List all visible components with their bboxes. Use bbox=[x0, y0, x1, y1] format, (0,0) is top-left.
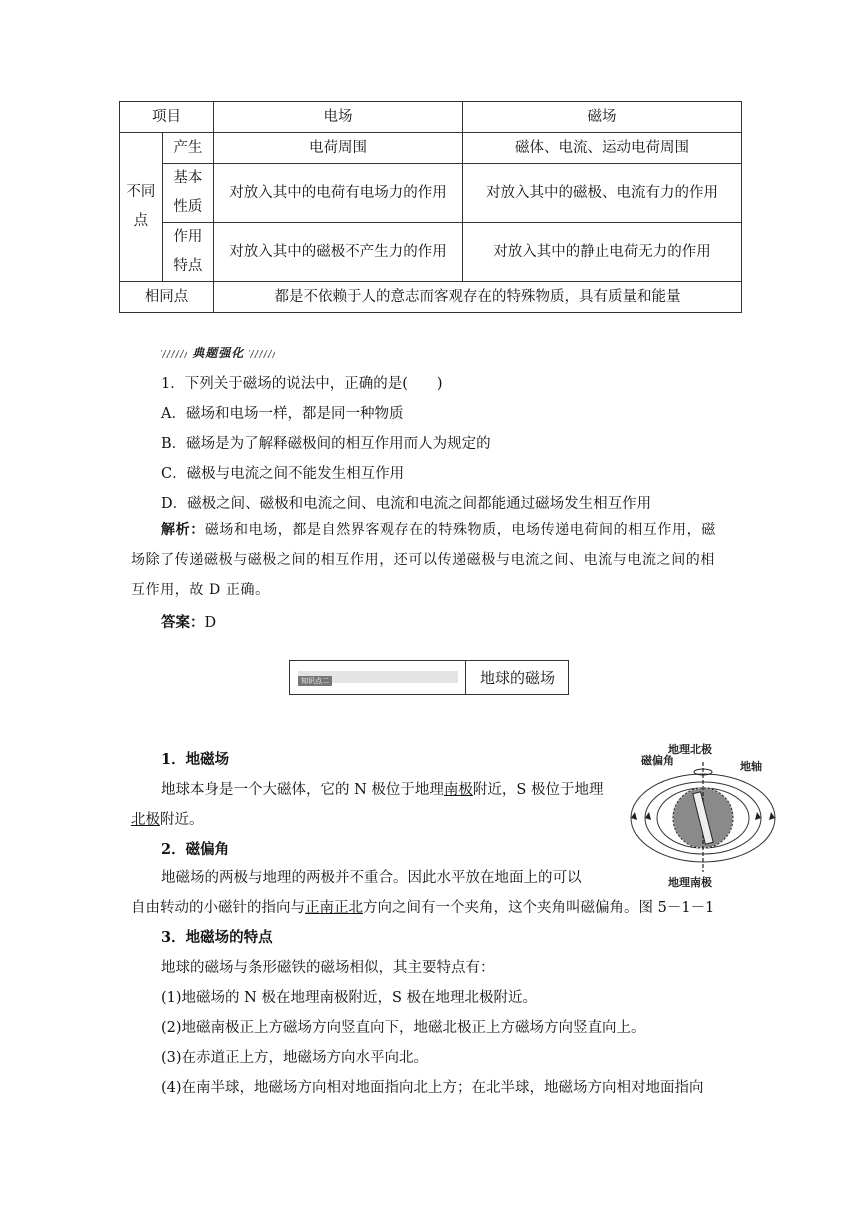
hatch-decoration bbox=[249, 350, 275, 358]
cell: 磁体、电流、运动电荷周围 bbox=[463, 133, 742, 164]
header-magnetic: 磁场 bbox=[463, 102, 742, 133]
label-north-pole: 地理北极 bbox=[668, 743, 712, 756]
section1-line1: 地球本身是一个大磁体，它的 N 极位于地理南极附近，S 极位于地理 bbox=[161, 782, 604, 798]
question: 1．下列关于磁场的说法中，正确的是( ) bbox=[161, 376, 443, 392]
answer: 答案：D bbox=[161, 614, 217, 631]
row-label: 基本 性质 bbox=[162, 164, 213, 223]
section2-heading: 2．磁偏角 bbox=[161, 841, 230, 858]
row-label: 产生 bbox=[162, 133, 213, 164]
section3-intro: 地球的磁场与条形磁铁的磁场相似，其主要特点有： bbox=[161, 960, 495, 976]
hatch-decoration bbox=[161, 350, 187, 358]
option-a: A．磁场和电场一样，都是同一种物质 bbox=[161, 406, 404, 422]
knowledge-title: 地球的磁场 bbox=[480, 669, 556, 687]
cell: 对放入其中的磁极、电流有力的作用 bbox=[463, 164, 742, 223]
knowledge-point-box bbox=[289, 660, 569, 695]
section3-item: (1)地磁场的 N 极在地理南极附近，S 极在地理北极附近。 bbox=[161, 990, 537, 1006]
same-label: 相同点 bbox=[120, 282, 214, 313]
section2-line1: 地磁场的两极与地理的两极并不重合。因此水平放在地面上的可以 bbox=[161, 870, 582, 886]
header-electric: 电场 bbox=[214, 102, 463, 133]
section-tag bbox=[161, 344, 275, 361]
cell: 对放入其中的静止电荷无力的作用 bbox=[463, 223, 742, 282]
row-label: 作用 特点 bbox=[162, 223, 213, 282]
option-c: C．磁极与电流之间不能发生相互作用 bbox=[161, 466, 405, 482]
label-south-pole: 地理南极 bbox=[668, 876, 712, 889]
cell: 电荷周围 bbox=[214, 133, 463, 164]
option-b: B．磁场是为了解释磁极间的相互作用而人为规定的 bbox=[161, 436, 491, 452]
same-text: 都是不依赖于人的意志而客观存在的特殊物质，具有质量和能量 bbox=[214, 282, 742, 313]
diff-label: 不同点 bbox=[120, 133, 163, 282]
divider bbox=[465, 661, 466, 694]
header-item: 项目 bbox=[120, 102, 214, 133]
section3-heading: 3．地磁场的特点 bbox=[161, 929, 273, 946]
cell: 对放入其中的电荷有电场力的作用 bbox=[214, 164, 463, 223]
option-d: D．磁极之间、磁极和电流之间、电流和电流之间都能通过磁场发生相互作用 bbox=[161, 496, 652, 512]
cell: 对放入其中的磁极不产生力的作用 bbox=[214, 223, 463, 282]
section2-line2: 自由转动的小磁针的指向与正南正北方向之间有一个夹角，这个夹角叫磁偏角。图 5－1－1 bbox=[131, 900, 715, 916]
figure-caption: 图 5－1－1 bbox=[638, 900, 715, 916]
label-axis: 地轴 bbox=[740, 760, 762, 773]
knowledge-tag: 知识点二 bbox=[298, 676, 332, 686]
explanation-line-1: 解析：磁场和电场，都是自然界客观存在的特殊物质，电场传递电荷间的相互作用，磁 bbox=[161, 522, 716, 538]
section3-item: (2)地磁南极正上方磁场方向竖直向下，地磁北极正上方磁场方向竖直向上。 bbox=[161, 1020, 646, 1036]
section3-item: (4)在南半球，地磁场方向相对地面指向北上方；在北半球，地磁场方向相对地面指向 bbox=[161, 1080, 704, 1096]
section3-item: (3)在赤道正上方，地磁场方向水平向北。 bbox=[161, 1050, 429, 1066]
section1-line2: 北极附近。 bbox=[131, 812, 204, 828]
explanation-line-3: 互作用，故 D 正确。 bbox=[131, 582, 270, 598]
explanation-line-2: 场除了传递磁极与磁极之间的相互作用，还可以传递磁极与电流之间、电流与电流之间的相 bbox=[131, 552, 715, 568]
knowledge-tag-bar bbox=[298, 671, 458, 683]
label-declination: 磁偏角 bbox=[641, 754, 674, 767]
comparison-table bbox=[119, 101, 742, 313]
section1-heading: 1．地磁场 bbox=[161, 751, 230, 768]
section-tag-label: 典题强化 bbox=[192, 346, 245, 360]
